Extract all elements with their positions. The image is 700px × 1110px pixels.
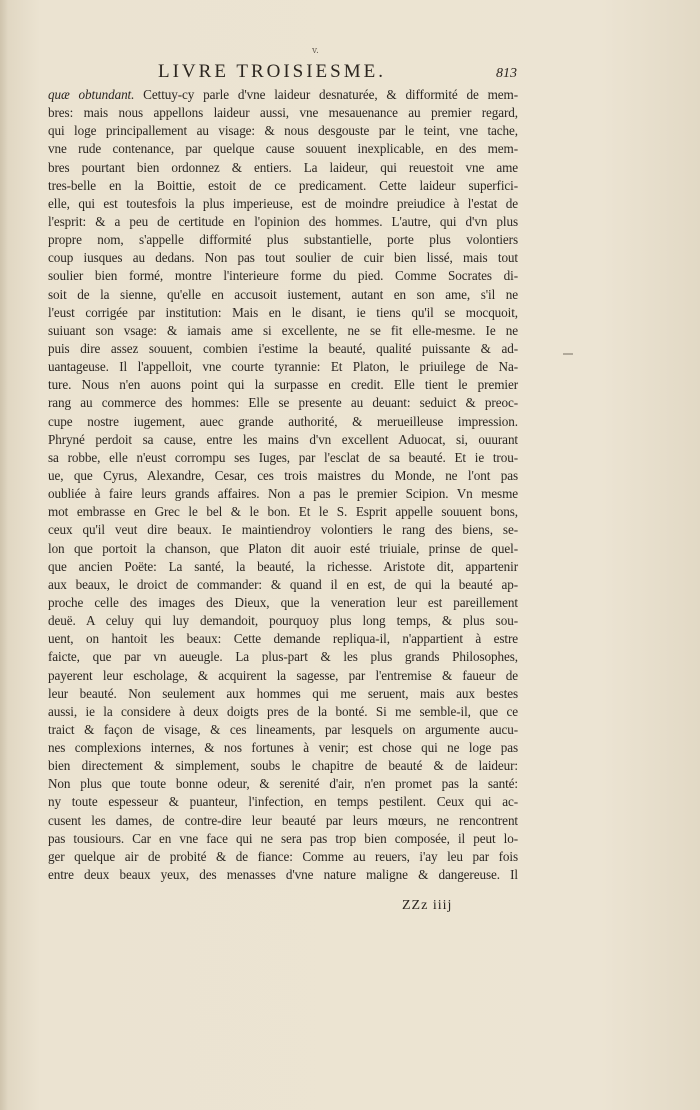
body-text bbox=[48, 86, 518, 884]
text-line: que ancien Poëte: La santé, la beauté, la richesse. Aristote dit, appartenir bbox=[48, 558, 518, 574]
text-line: uent, on hantoit les beaux: Cette demande repliqua-il, n'appartient à estre bbox=[48, 631, 518, 647]
text-line: entre deux beaux yeux, des menasses d'vne nature maligne & dangereuse. Il bbox=[48, 867, 518, 883]
text-line: rang au commerce des hommes: Elle se presente au deuant: seduict & preoc- bbox=[48, 395, 518, 411]
text-line: ue, que Cyrus, Alexandre, Cesar, ces trois maistres du Monde, ne l'ont pas bbox=[48, 467, 518, 483]
margin-dash-mark bbox=[563, 353, 573, 355]
text-line bbox=[48, 86, 518, 104]
top-mark: v. bbox=[312, 46, 319, 56]
text-line: aux beaux, le droict de commander: & quand il en est, de qui la beauté ap- bbox=[48, 576, 518, 592]
text-line: l'eust corrigée par institution: Mais en le disant, ie tiens qu'il se mocquoit, bbox=[48, 304, 518, 320]
text-line: bien directement & simplement, soubs le chapitre de beauté & de laideur: bbox=[48, 758, 518, 774]
text-line: ger quelque air de probité & de fiance: Comme au reuers, i'ay leu par fois bbox=[48, 848, 518, 864]
text-line: ture. Nous n'en auons point qui la surpasse en credit. Elle tient le premier bbox=[48, 377, 518, 393]
text-line: nes complexions internes, & nos fortunes à venir; est chose qui ne loge pas bbox=[48, 740, 518, 756]
text-line: propre nom, s'appelle difformité plus substantielle, porte plus volontiers bbox=[48, 232, 518, 248]
text-line: lon que portoit la chanson, que Platon dit auoir esté triuiale, prinse de quel- bbox=[48, 540, 518, 556]
text-line: bres: mais nous appellons laideur aussi, vne mesauenance au premier regard, bbox=[48, 105, 518, 121]
text-line: coup iusques au dedans. Non pas tout soulier de cuir bien lissé, mais tout bbox=[48, 250, 518, 266]
text-line: ceux qu'il veut dire beaux. Ie maintiendroy volontiers le rang des biens, se- bbox=[48, 522, 518, 538]
text-line: faicte, que par vn aueugle. La plus-part & les plus grands Philosophes, bbox=[48, 649, 518, 665]
text-line: Phryné perdoit sa cause, entre les mains d'vn excellent Aduocat, si, ouurant bbox=[48, 431, 518, 447]
text-line: cusent les dames, de contre-dire leur beauté par leurs mœurs, ne rencontrent bbox=[48, 812, 518, 828]
text-line: mot embrasse en Grec le bel & le bon. Et le S. Esprit appelle souuent bons, bbox=[48, 504, 518, 520]
text-line: bres pourtant bien ordonnez & entiers. La laideur, qui reuestoit vne ame bbox=[48, 159, 518, 175]
text-line: deuë. A celuy qui luy demandoit, pourquoy plus long temps, & plus sou- bbox=[48, 613, 518, 629]
page-gutter-shadow bbox=[0, 0, 8, 1110]
text-line: puis dire assez souuent, combien i'estime la beauté, qualité puissante & ad- bbox=[48, 340, 518, 356]
text-line: Non plus que toute bonne odeur, & serenité d'air, n'en promet pas la santé: bbox=[48, 776, 518, 792]
text-line: leur beauté. Non seulement aux hommes qui me seruent, mais aux bestes bbox=[48, 685, 518, 701]
running-head: LIVRE TROISIESME. bbox=[158, 61, 386, 82]
text-line: vne rude contenance, par quelque cause souuent inexplicable, en des mem- bbox=[48, 141, 518, 157]
text-line: ny toute espesseur & puanteur, l'infection, en temps pestilent. Ceux qui ac- bbox=[48, 794, 518, 810]
text-line: sa robbe, elle n'eust corrompu ses Iuges, par l'esclat de sa beauté. Et ie trou- bbox=[48, 449, 518, 465]
text-line: tres-belle en la Boittie, estoit de ce predicament. Cette laideur superfici- bbox=[48, 177, 518, 193]
text-line: cupe nostre iugement, auec grande authorité, & merueilleuse impression. bbox=[48, 413, 518, 429]
text-line: uantageuse. Il l'appelloit, vne courte tyrannie: Et Platon, le priuilege de Na- bbox=[48, 359, 518, 375]
text-line: soit de la sienne, qu'elle en accusoit iustement, autant en son ame, s'il ne bbox=[48, 286, 518, 302]
text-line: elle, qui est toutesfois la plus imperieuse, est de moindre preiudice à l'estat de bbox=[48, 195, 518, 211]
text-line: oubliée à faire leurs grands affaires. Non a pas le premier Scipion. Vn mesme bbox=[48, 486, 518, 502]
text-line: traict & façon de visage, & ces lineaments, par lesquels on argumente aucu- bbox=[48, 721, 518, 737]
text-line: pas tousiours. Car en vne face qui ne sera pas trop bien composée, il peut lo- bbox=[48, 830, 518, 846]
latin-quote-end: quæ obtundant. bbox=[48, 87, 135, 102]
text-line: aussi, ie la considere à deux doigts pres de la bonté. Si me semble-il, que ce bbox=[48, 703, 518, 719]
text-line: soulier bien formé, montre l'interieure forme du pied. Comme Socrates di- bbox=[48, 268, 518, 284]
text-line: qui loge principallement au visage: & nous desgouste par le teint, vne tache, bbox=[48, 123, 518, 139]
text-line: proche celle des images des Dieux, que la veneration leur est pareillement bbox=[48, 594, 518, 610]
signature-mark: ZZz iiij bbox=[402, 898, 453, 913]
text-line: payerent leur escholage, & acquirent la sagesse, par l'entremise & faueur de bbox=[48, 667, 518, 683]
text-line: l'esprit: & a peu de certitude en l'opinion des hommes. L'autre, qui d'vn plus bbox=[48, 213, 518, 229]
first-line-rest: Cettuy-cy parle d'vne laideur desnaturée, & difformité de mem- bbox=[134, 87, 518, 102]
folio-number: 813 bbox=[496, 66, 517, 81]
text-line: suiuant son vsage: & iamais ame si excellente, ne se fit elle-mesme. Ie ne bbox=[48, 322, 518, 338]
